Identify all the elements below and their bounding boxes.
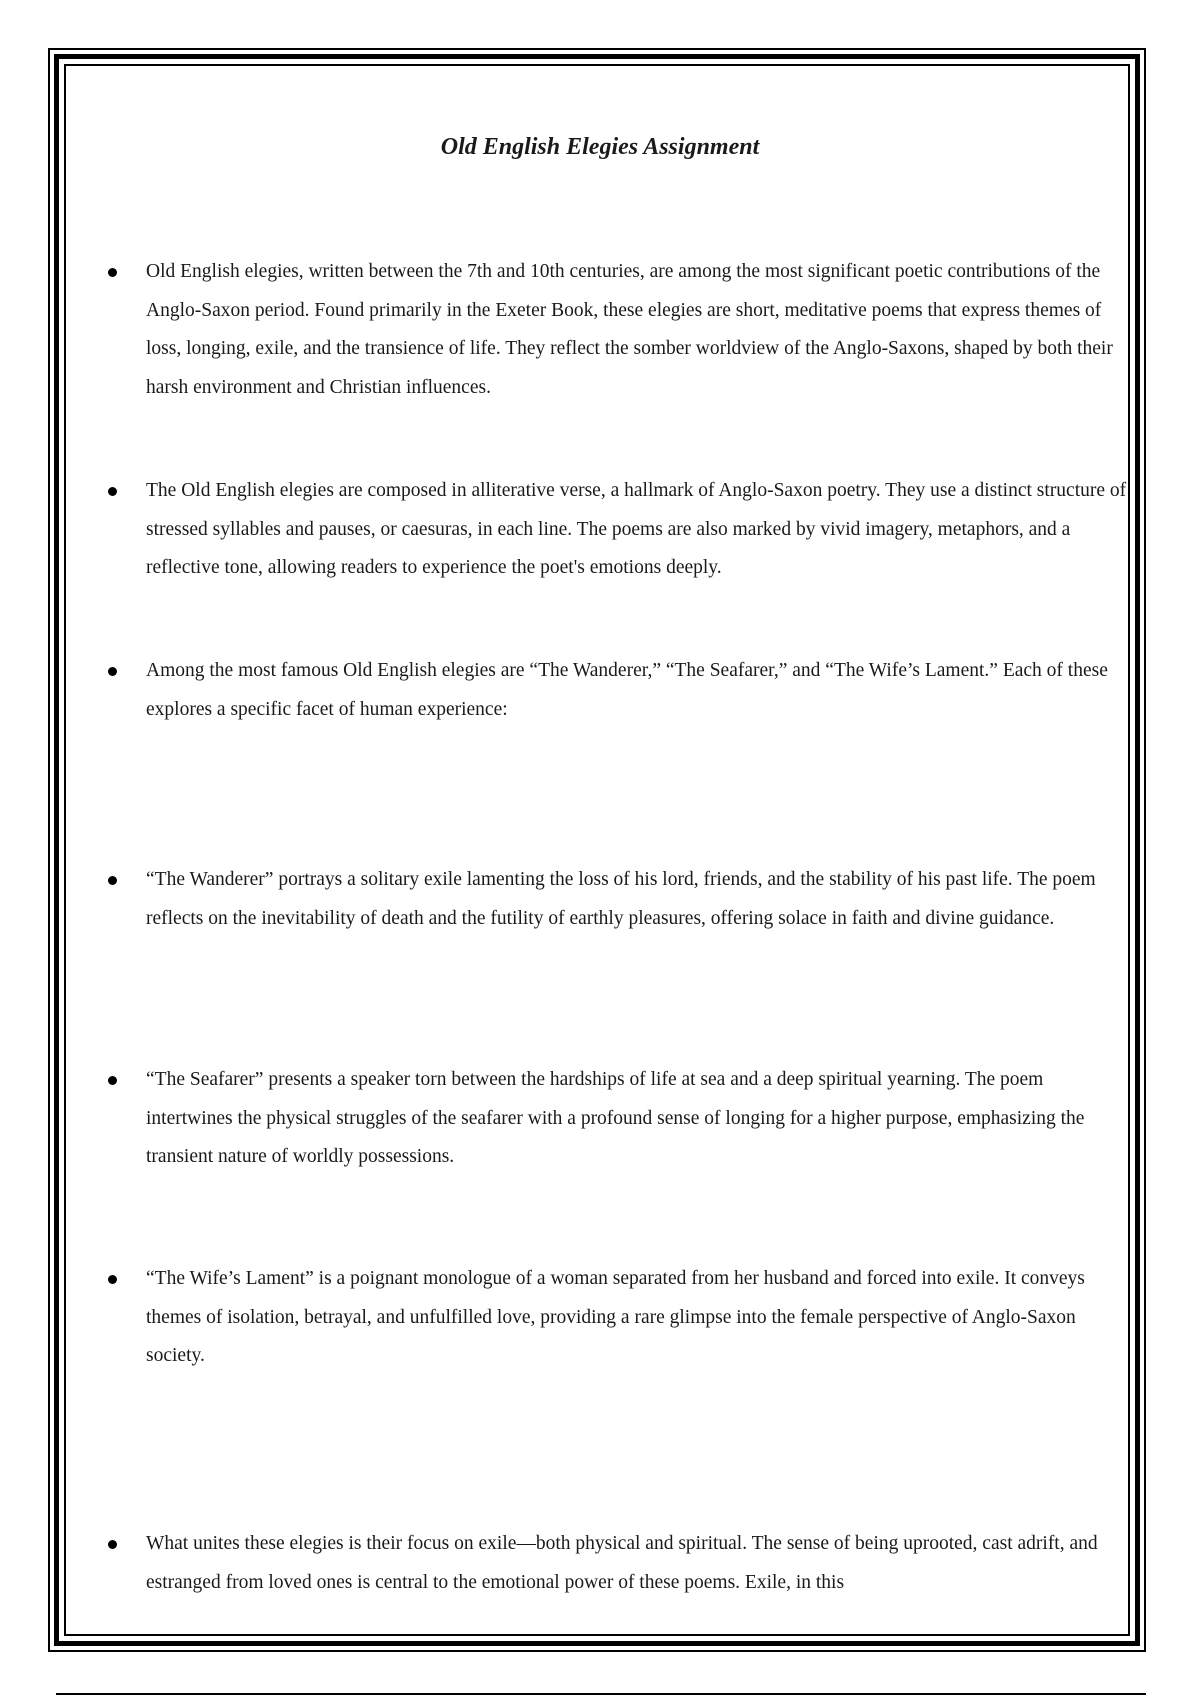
bullet-dot-icon <box>108 1076 117 1085</box>
list-item-wifes-lament <box>108 1260 1128 1376</box>
list-item-exile <box>108 1525 1128 1602</box>
list-item-text: “The Seafarer” presents a speaker torn between the hardships of life at sea and a deep spiritual yearning. The poem intertwines the physical struggles of the seafarer with a profound sense of longing for a higher purpose, emphasizing the transient nature of worldly possessions. <box>146 1069 1085 1167</box>
bullet-dot-icon <box>108 1275 117 1284</box>
list-item-text: What unites these elegies is their focus on exile—both physical and spiritual. The sense of being uprooted, cast adrift, and estranged from loved ones is central to the emotional power of these poems. Exile, in this <box>146 1533 1098 1593</box>
bullet-dot-icon <box>108 667 117 676</box>
footer-rule <box>56 1693 1146 1695</box>
bullet-dot-icon <box>108 268 117 277</box>
page-title: Old English Elegies Assignment <box>440 134 760 160</box>
list-item-text: Old English elegies, written between the 7th and 10th centuries, are among the most significant poetic contributions of the Anglo-Saxon period. Found primarily in the Exeter Book, these elegies are short, meditative poems that express themes of loss, longing, exile, and the transience of life. They reflect the somber worldview of the Anglo-Saxons, shaped by both their harsh environment and Christian influences. <box>146 261 1113 398</box>
list-item-famous-elegies <box>108 652 1128 729</box>
bullet-dot-icon <box>108 1540 117 1549</box>
list-item-text: “The Wife’s Lament” is a poignant monologue of a woman separated from her husband and forced into exile. It conveys themes of isolation, betrayal, and unfulfilled love, providing a rare glimpse into the female perspective of Anglo-Saxon society. <box>146 1268 1085 1366</box>
list-item-seafarer <box>108 1061 1128 1177</box>
bullet-dot-icon <box>108 876 117 885</box>
list-item-text: The Old English elegies are composed in alliterative verse, a hallmark of Anglo-Saxon poetry. They use a distinct structure of stressed syllables and pauses, or caesuras, in each line. The poems are also marked by vivid imagery, metaphors, and a reflective tone, allowing readers to experience the poet's emotions deeply. <box>146 480 1127 578</box>
list-item-intro <box>108 253 1128 407</box>
list-item-wanderer <box>108 861 1128 938</box>
list-item-verse <box>108 472 1128 588</box>
list-item-text: Among the most famous Old English elegies are “The Wanderer,” “The Seafarer,” and “The Wife’s Lament.” Each of these explores a specific facet of human experience: <box>146 660 1108 720</box>
list-item-text: “The Wanderer” portrays a solitary exile lamenting the loss of his lord, friends, and the stability of his past life. The poem reflects on the inevitability of death and the futility of earthly pleasures, offering solace in faith and divine guidance. <box>146 869 1096 929</box>
bullet-dot-icon <box>108 487 117 496</box>
